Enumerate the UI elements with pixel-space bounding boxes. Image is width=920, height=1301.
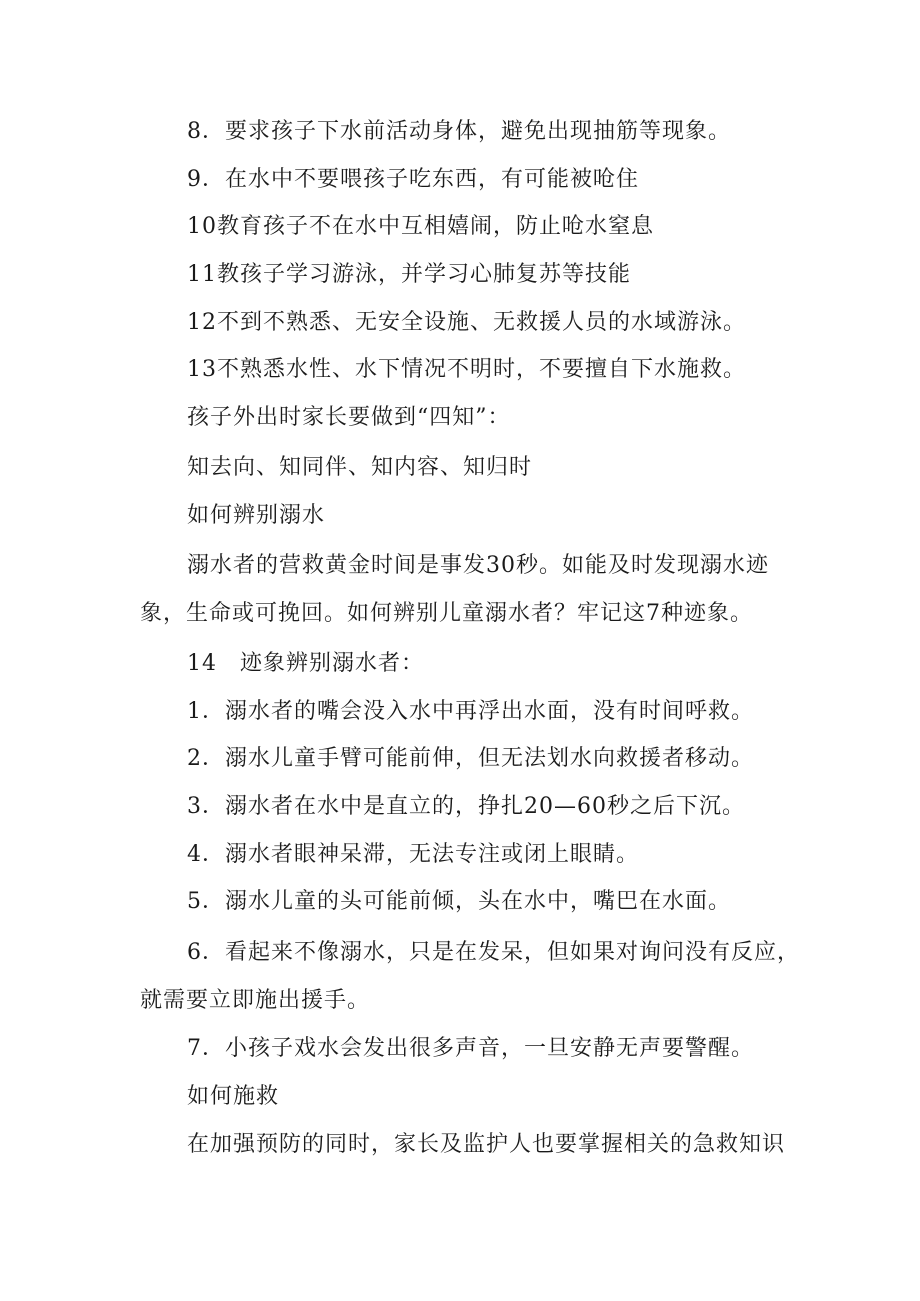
- paragraph-line: 在加强预防的同时，家长及监护人也要掌握相关的急救知识: [187, 1132, 786, 1157]
- text-line: 孩子外出时家长要做到“四知”：: [187, 405, 511, 430]
- list-item: 2．溺水儿童手臂可能前伸，但无法划水向救援者移动。: [187, 746, 754, 771]
- section-heading: 如何施救: [187, 1084, 280, 1109]
- text-line: 12不到不熟悉、无安全设施、无救援人员的水域游泳。: [187, 310, 746, 335]
- section-heading: 如何辨别溺水: [187, 503, 326, 528]
- text-line: 11教孩子学习游泳，并学习心肺复苏等技能: [187, 262, 631, 287]
- list-item-continued: 就需要立即施出援手。: [140, 988, 371, 1013]
- list-item: 3．溺水者在水中是直立的，挣扎20—60秒之后下沉。: [187, 794, 745, 819]
- paragraph-line: 象，生命或可挽回。如何辨别儿童溺水者？牢记这7种迹象。: [140, 601, 753, 626]
- text-line: 9．在水中不要喂孩子吃东西，有可能被呛住: [187, 167, 639, 192]
- list-item: 5．溺水儿童的头可能前倾，头在水中，嘴巴在水面。: [187, 889, 731, 914]
- text-line: 13不熟悉水性、水下情况不明时，不要擅自下水施救。: [187, 357, 746, 382]
- text-line: 10教育孩子不在水中互相嬉闹，防止呛水窒息: [187, 214, 654, 239]
- text-line: 8．要求孩子下水前活动身体，避免出现抽筋等现象。: [187, 119, 731, 144]
- text-line: 14 迹象辨别溺水者：: [187, 651, 424, 676]
- paragraph-line: 溺水者的营救黄金时间是事发30秒。如能及时发现溺水迹: [187, 553, 769, 578]
- list-item: 1．溺水者的嘴会没入水中再浮出水面，没有时间呼救。: [187, 699, 754, 724]
- list-item: 4．溺水者眼神呆滞，无法专注或闭上眼睛。: [187, 842, 639, 867]
- list-item: 6．看起来不像溺水，只是在发呆，但如果对询问没有反应，: [187, 940, 800, 965]
- list-item: 7．小孩子戏水会发出很多声音，一旦安静无声要警醒。: [187, 1036, 754, 1061]
- text-line: 知去向、知同伴、知内容、知归时: [187, 455, 533, 480]
